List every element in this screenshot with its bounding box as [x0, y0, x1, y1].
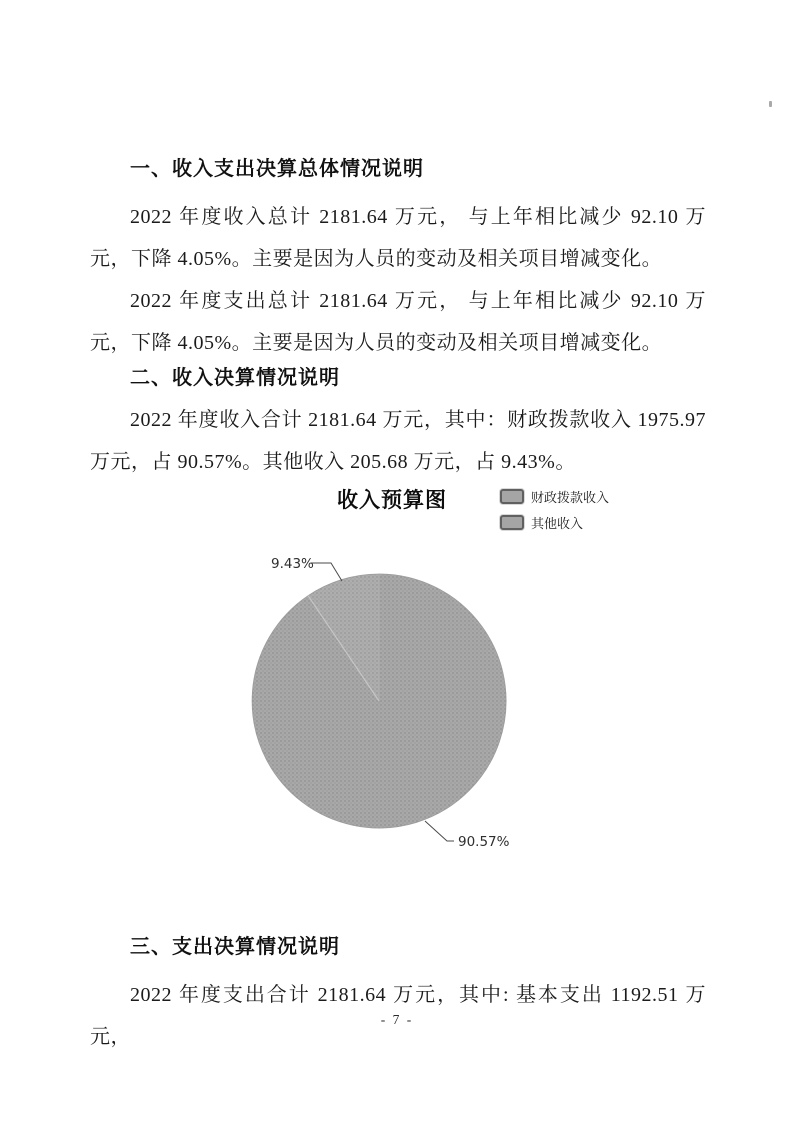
pie-label-other: 9.43%: [271, 556, 314, 572]
scan-speck: [769, 101, 772, 107]
lower-text-block: [90, 926, 706, 1058]
chart-legend: [500, 487, 609, 532]
chart-title: 收入预算图: [337, 489, 447, 512]
section-2-heading: 二、收入决算情况说明: [130, 367, 340, 389]
pie-chart: [240, 545, 540, 857]
pie-label-fiscal: 90.57%: [458, 834, 510, 850]
section-2-paragraph-1: 2022 年度收入合计 2181.64 万元，其中：财政拨款收入 1975.97 万元，占 90.57%。其他收入 205.68 万元，占 9.43%。: [90, 409, 706, 473]
legend-swatch-icon: [500, 515, 524, 530]
section-1-heading: 一、收入支出决算总体情况说明: [130, 158, 424, 180]
legend-swatch-icon: [500, 489, 524, 504]
section-1-paragraph-1: 2022 年度收入总计 2181.64 万元， 与上年相比减少 92.10 万元，下降 4.05%。主要是因为人员的变动及相关项目增减变化。: [90, 206, 706, 270]
section-3-paragraph-1: 2022 年度支出合计 2181.64 万元，其中: 基本支出 1192.51 万元，: [90, 984, 706, 1048]
legend-item-other: [500, 513, 609, 532]
page-number: - 7 -: [380, 1012, 414, 1027]
legend-item-fiscal: [500, 487, 609, 506]
section-1-paragraph-2: 2022 年度支出总计 2181.64 万元， 与上年相比减少 92.10 万元，下降 4.05%。主要是因为人员的变动及相关项目增减变化。: [90, 290, 706, 354]
leader-line-fiscal: [425, 821, 454, 841]
legend-label: 其他收入: [531, 517, 584, 532]
legend-label: 财政拨款收入: [531, 491, 610, 506]
section-3-heading: 三、支出决算情况说明: [130, 936, 340, 958]
upper-text-block: [90, 148, 706, 483]
leader-line-other: [311, 563, 342, 581]
